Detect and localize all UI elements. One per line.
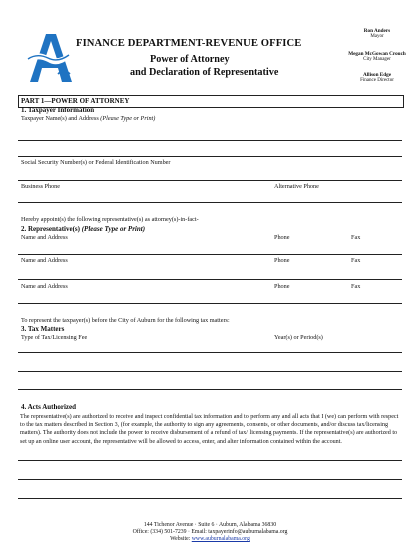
acts-line-1[interactable] [18,460,402,461]
section1-title: 1. Taxpayer Information [21,106,95,114]
section4-title: 4. Acts Authorized [21,403,77,411]
form-title-line2: and Declaration of Representative [130,67,279,78]
acts-line-3[interactable] [18,498,402,499]
rep2-name-label: Name and Address [21,257,68,264]
part1-title: PART 1—POWER OF ATTORNEY [21,97,130,105]
ssn-line[interactable] [18,180,402,181]
org-title: FINANCE DEPARTMENT-REVENUE OFFICE [76,38,302,49]
footer-address: 144 Tichenor Avenue · Suite 6 · Auburn, Alabama 36830 [143,522,277,528]
rep2-line[interactable] [18,279,402,280]
section2-title: 2. Representative(s) (Please Type or Print) [21,225,146,233]
rep3-phone-label: Phone [274,283,290,290]
rep3-fax-label: Fax [351,283,361,290]
official-city-manager: Megan McGowan Crouch City Manager [348,51,406,62]
footer-website: Website: www.auburnalabama.org [170,536,250,542]
form-title-line1: Power of Attorney [150,54,230,65]
tax-line-2[interactable] [18,371,402,372]
website-link[interactable]: www.auburnalabama.org [191,536,250,542]
rep2-fax-label: Fax [351,257,361,264]
ssn-label: Social Security Number(s) or Federal Identification Number [21,159,171,166]
acts-line-2[interactable] [18,479,402,480]
business-phone-label: Business Phone [21,183,61,190]
rep3-line[interactable] [18,303,402,304]
rep1-fax-label: Fax [351,234,361,241]
appoint-text: Hereby appoint(s) the following representative(s) as attorney(s)-in-fact- [21,216,199,223]
tax-years-label: Year(s) or Period(s) [274,334,323,341]
footer-office: Office: (334) 501-7239 · Email: taxpayerinfo@auburnalabama.org [132,529,288,535]
acts-authorized-text: The representative(s) are authorized to receive and inspect confidential tax information and to perform any and all acts that I (we) can perform with respect to the tax matters described in Section 3, (for example, the authority to sign any agreements, consents, or other documents, and/or discuss tax/licensing matters). The authority does not include the power to receive disbursement of a refund of tax/ licensing payments. If the representative(s) are authorized to set up an online user account, the representative will be allowed to access, enter, and alter information contained within the account. [20,414,399,445]
rep2-phone-label: Phone [274,257,290,264]
taxpayer-address-line[interactable] [18,156,402,157]
official-finance-director: Allison Edge Finance Director [360,72,394,83]
taxpayer-name-label: Taxpayer Name(s) and Address (Please Type or Print) [21,115,156,122]
represent-text: To represent the taxpayer(s) before the City of Auburn for the following tax matters: [21,317,230,324]
phone-line[interactable] [18,202,402,203]
rep3-name-label: Name and Address [21,283,68,290]
rep1-phone-label: Phone [274,234,290,241]
official-mayor: Ron Anders Mayor [363,28,391,39]
alt-phone-label: Alternative Phone [274,183,319,190]
auburn-a-logo-icon [24,28,76,84]
tax-line-3[interactable] [18,389,402,390]
rep1-line[interactable] [18,254,402,255]
rep1-name-label: Name and Address [21,234,68,241]
tax-type-label: Type of Tax/Licensing Fee [21,334,88,341]
tax-line-1[interactable] [18,352,402,353]
taxpayer-name-line[interactable] [18,140,402,141]
section3-title: 3. Tax Matters [21,325,65,333]
